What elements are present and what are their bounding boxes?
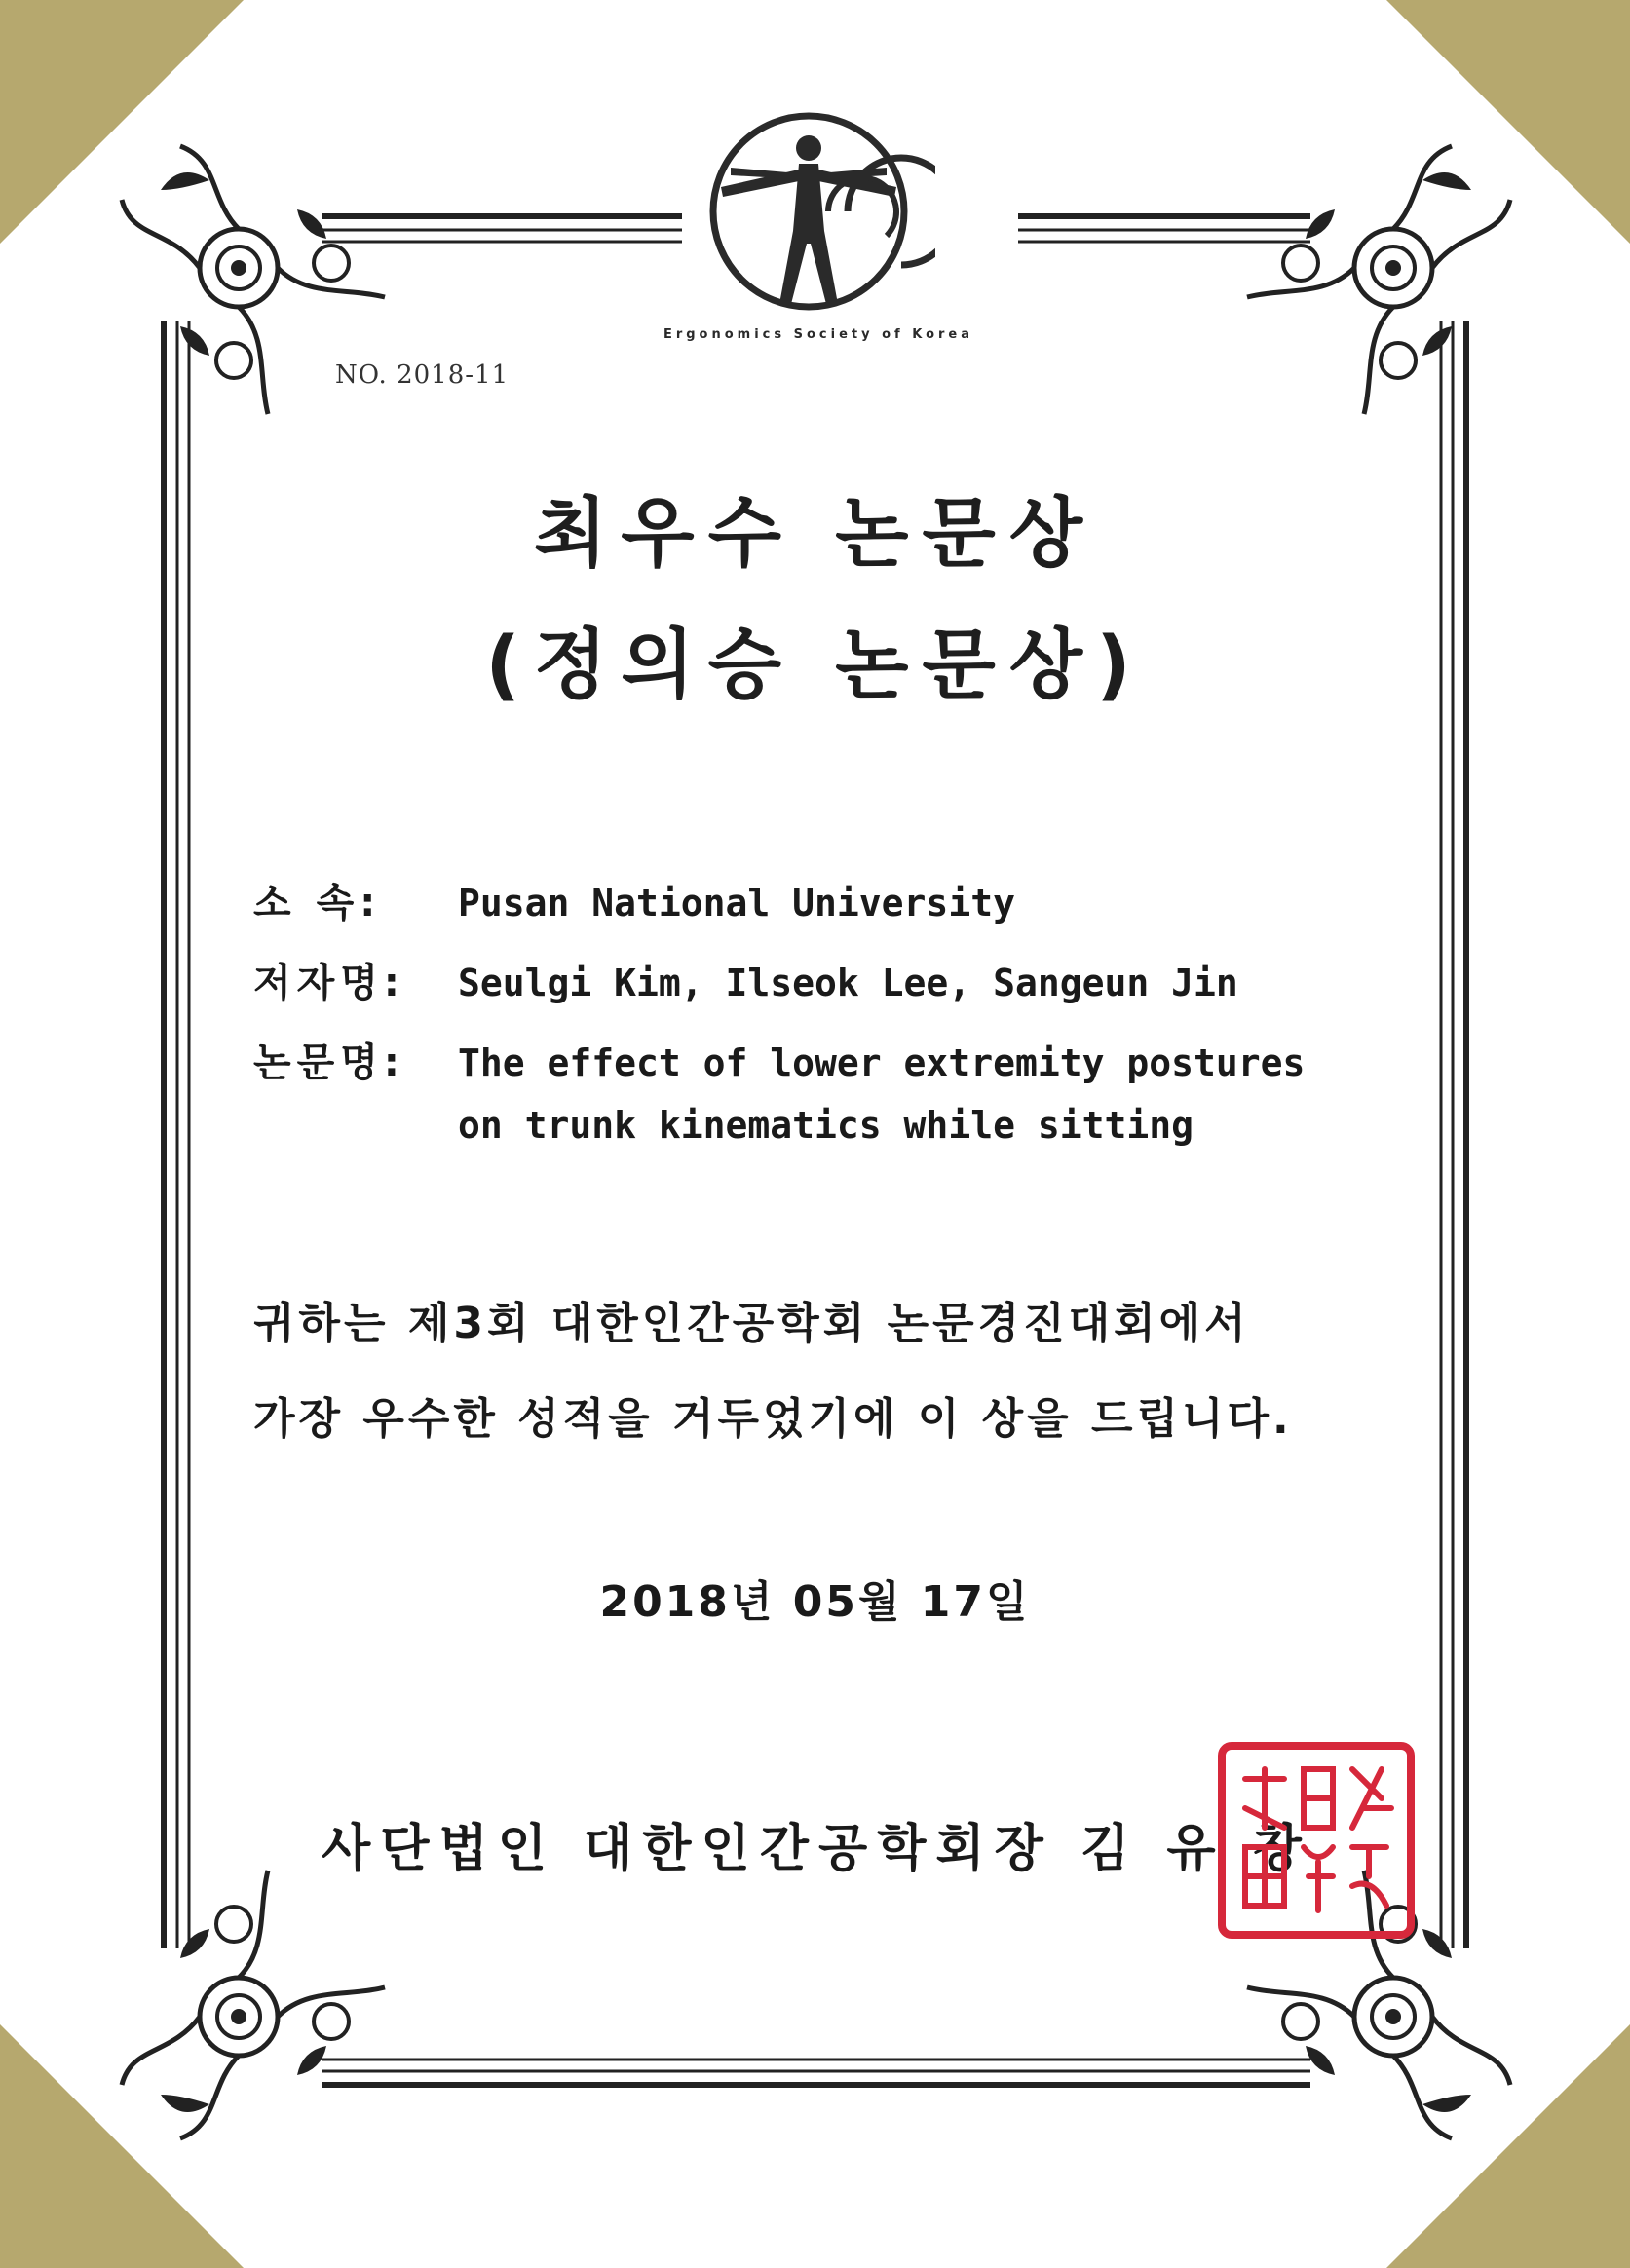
affiliation-value: Pusan National University [458, 882, 1015, 925]
authors-value: Seulgi Kim, Ilseok Lee, Sangeun Jin [458, 962, 1238, 1004]
authors-label: 저자명: [253, 961, 405, 1005]
paper-title-line-1: The effect of lower extremity postures [458, 1041, 1306, 1084]
paper-title-label: 논문명: [253, 1040, 405, 1085]
award-title: 최우수 논문상 [533, 490, 1097, 578]
award-citation [253, 1276, 1384, 1467]
citation-line-2: 가장 우수한 성적을 거두었기에 이 상을 드립니다. [253, 1394, 1293, 1444]
logo-caption: Ergonomics Society of Korea [663, 327, 974, 342]
affiliation-label: 소 속: [253, 881, 382, 926]
official-seal-icon [1216, 1740, 1417, 1941]
paper-title-row [253, 1032, 1403, 1156]
authors-row [253, 952, 1403, 1014]
citation-line-1: 귀하는 제3회 대한인간공학회 논문경진대회에서 [253, 1299, 1250, 1348]
vitruvian-man-emblem-icon [701, 109, 935, 333]
affiliation-row [253, 872, 1403, 934]
award-details [253, 872, 1403, 1156]
signature-line: 사단법인 대한인간공학회장 김 유 창 [322, 1820, 1311, 1878]
certificate-number: NO. 2018-11 [335, 360, 510, 390]
paper-title-line-2: on trunk kinematics while sitting [458, 1104, 1194, 1147]
award-subtitle: (정의승 논문상) [485, 622, 1145, 709]
paper-title-value [458, 1032, 1305, 1156]
award-date: 2018년 05월 17일 [599, 1577, 1031, 1627]
